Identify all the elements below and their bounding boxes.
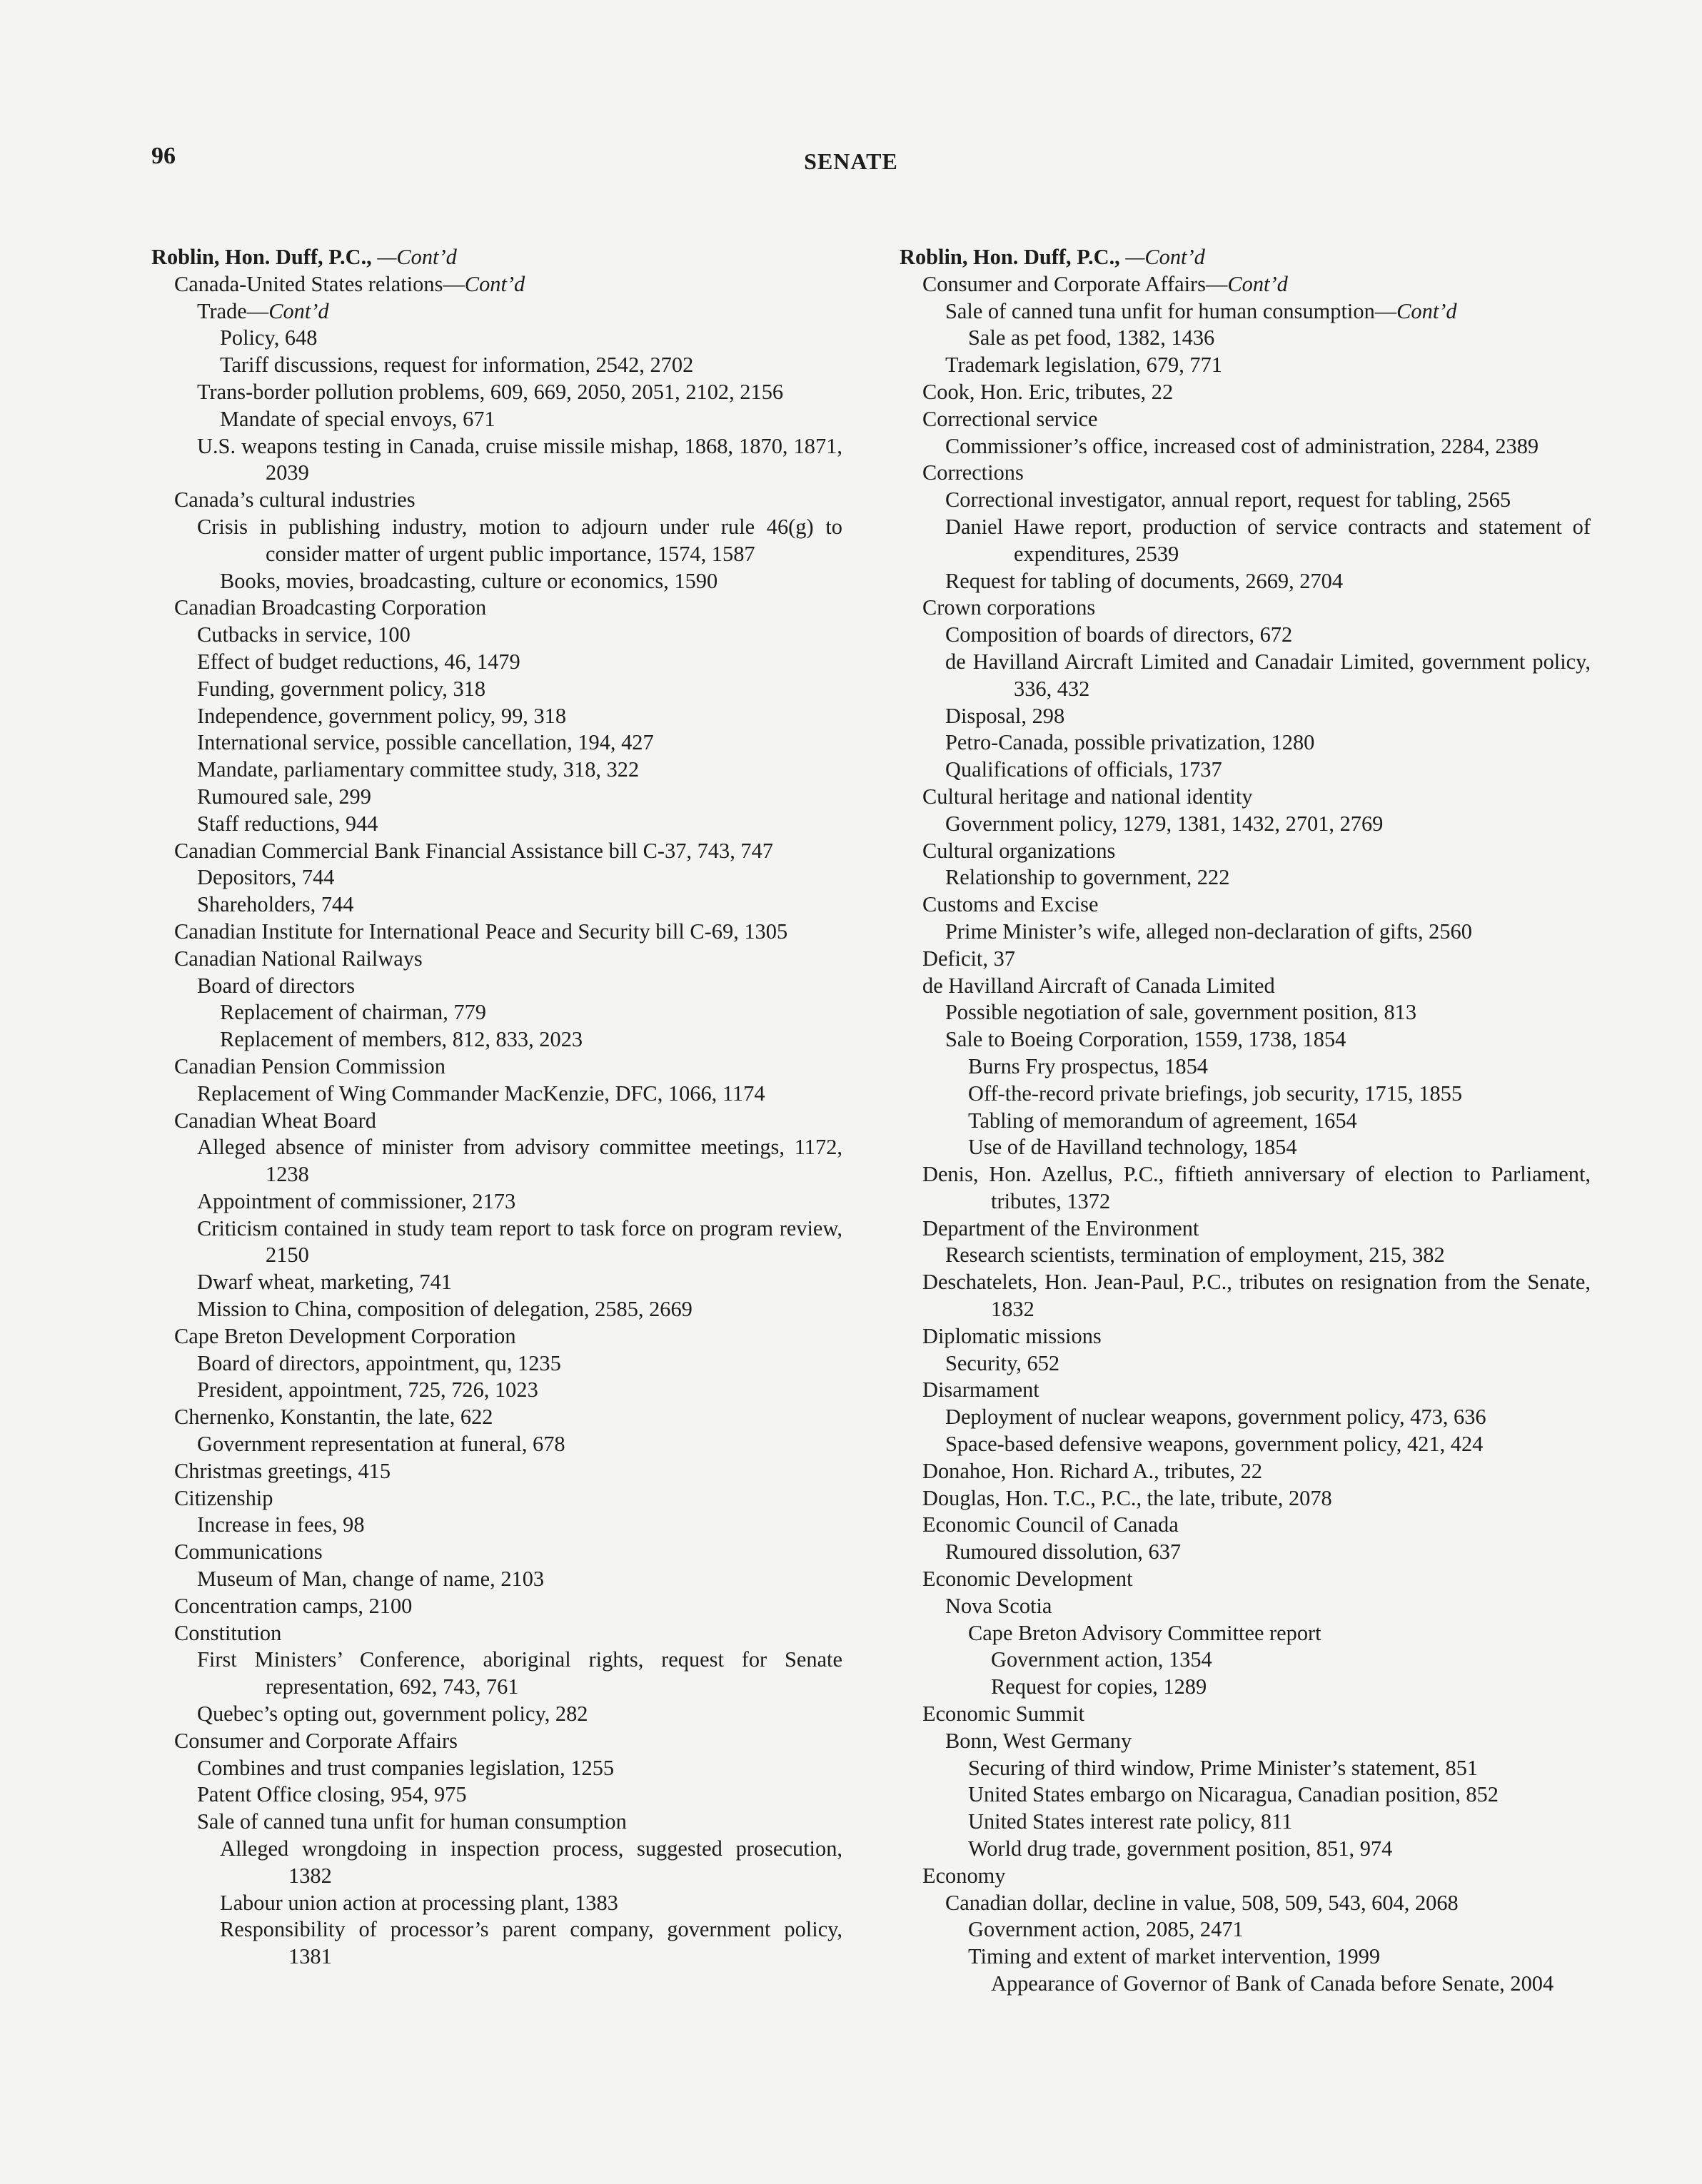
entry-text: Canadian dollar, decline in value, 508, 509, 543, 604, 2068: [945, 1890, 1459, 1915]
index-entry: [197, 1512, 842, 1539]
index-entry: [945, 352, 1591, 379]
entry-text: Commissioner’s office, increased cost of administration, 2284, 2389: [945, 433, 1539, 458]
entry-text: Correctional investigator, annual report, request for tabling, 2565: [945, 487, 1511, 512]
index-entry: [197, 649, 842, 676]
index-entry: [197, 676, 842, 703]
entry-text: Sale as pet food, 1382, 1436: [968, 325, 1215, 350]
index-entry: [945, 1026, 1591, 1053]
index-entry: [174, 1458, 842, 1485]
index-entry: [922, 1863, 1591, 1890]
entry-text: Securing of third window, Prime Minister’s statement, 851: [968, 1755, 1479, 1780]
entry-text: Effect of budget reductions, 46, 1479: [197, 649, 520, 674]
entry-text: Staff reductions, 944: [197, 811, 378, 836]
entry-text: Relationship to government, 222: [945, 865, 1230, 890]
index-entry: [220, 999, 842, 1026]
entry-text: Deficit, 37: [922, 946, 1015, 971]
index-entry: [945, 811, 1591, 838]
entry-text: Canadian Pension Commission: [174, 1053, 445, 1078]
index-entry: [945, 729, 1591, 757]
entry-text: Citizenship: [174, 1485, 273, 1510]
index-entry: [174, 1728, 842, 1755]
entry-text: Customs and Excise: [922, 892, 1099, 917]
index-entry: [197, 1134, 842, 1188]
index-entry: [197, 1755, 842, 1782]
entry-text: United States embargo on Nicaragua, Canadian position, 852: [968, 1782, 1499, 1807]
index-entry: [991, 1971, 1591, 1998]
entry-contd: Cont’d: [268, 298, 329, 323]
entry-text: Canada’s cultural industries: [174, 487, 416, 512]
entry-text: Board of directors: [197, 973, 356, 998]
index-entry: [197, 891, 842, 919]
entry-text: Rumoured sale, 299: [197, 784, 371, 809]
entry-text: Disposal, 298: [945, 703, 1065, 728]
index-entry: [945, 433, 1591, 460]
entry-text: Deployment of nuclear weapons, government policy, 473, 636: [945, 1405, 1486, 1430]
entry-text: Cook, Hon. Eric, tributes, 22: [922, 379, 1174, 404]
entry-text: Combines and trust companies legislation, 1255: [197, 1755, 615, 1780]
index-entry: [197, 1269, 842, 1296]
entry-text: Trademark legislation, 679, 771: [945, 353, 1222, 378]
entry-text: Patent Office closing, 954, 975: [197, 1782, 467, 1807]
index-entry: [197, 433, 842, 487]
entry-text: Canadian Institute for International Peace and Security bill C-69, 1305: [174, 919, 788, 944]
index-heading: [151, 244, 842, 271]
entry-text: Trans-border pollution problems, 609, 669, 2050, 2051, 2102, 2156: [197, 379, 784, 404]
entry-contd: Cont’d: [1396, 298, 1457, 323]
heading-name: Roblin, Hon. Duff, P.C.,: [151, 245, 372, 269]
entry-text: Security, 652: [945, 1350, 1060, 1375]
index-entry: [991, 1674, 1591, 1701]
entry-text: Cape Breton Development Corporation: [174, 1323, 516, 1348]
index-entry: [968, 1053, 1591, 1081]
entry-text: Daniel Hawe report, production of service contracts and statement of expenditures, 2539: [945, 514, 1591, 566]
index-entry: [174, 595, 842, 622]
index-entry: [197, 1350, 842, 1377]
entry-text: Sale of canned tuna unfit for human consumption—: [945, 298, 1397, 323]
entry-text: Canadian Broadcasting Corporation: [174, 595, 487, 620]
entry-text: Christmas greetings, 415: [174, 1458, 391, 1483]
entry-text: Shareholders, 744: [197, 892, 354, 917]
entry-text: Depositors, 744: [197, 865, 335, 890]
index-entry: [174, 1620, 842, 1647]
index-entry: [922, 1701, 1591, 1728]
entry-text: Canada-United States relations—: [174, 271, 465, 296]
index-entry: [922, 379, 1591, 406]
entry-text: President, appointment, 725, 726, 1023: [197, 1377, 538, 1402]
index-entry: [922, 1377, 1591, 1404]
entry-text: Off-the-record private briefings, job security, 1715, 1855: [968, 1081, 1463, 1106]
index-entry: [174, 1323, 842, 1350]
entry-text: Rumoured dissolution, 637: [945, 1540, 1182, 1564]
entry-text: Replacement of chairman, 779: [220, 1000, 486, 1025]
index-entry: [922, 1485, 1591, 1512]
index-entry: [174, 919, 842, 946]
index-entry: [174, 1108, 842, 1135]
index-entry: [945, 1593, 1591, 1620]
index-heading: [900, 244, 1591, 271]
index-entry: [922, 891, 1591, 919]
index-entry: [197, 784, 842, 811]
entry-text: Replacement of Wing Commander MacKenzie, DFC, 1066, 1174: [197, 1081, 765, 1106]
entry-text: Denis, Hon. Azellus, P.C., fiftieth anniversary of election to Parliament, tributes, 1372: [922, 1162, 1591, 1213]
entry-text: United States interest rate policy, 811: [968, 1809, 1293, 1834]
index-entry: [945, 514, 1591, 568]
entry-text: Douglas, Hon. T.C., P.C., the late, tribute, 2078: [922, 1485, 1332, 1510]
index-entry: [197, 1296, 842, 1323]
entry-text: Canadian Wheat Board: [174, 1108, 376, 1133]
index-entry: [197, 703, 842, 730]
entry-text: Appearance of Governor of Bank of Canada before Senate, 2004: [991, 1971, 1554, 1996]
entry-contd: Cont’d: [464, 271, 525, 296]
entry-list: [900, 271, 1591, 1998]
index-entry: [922, 1323, 1591, 1350]
entry-text: Increase in fees, 98: [197, 1512, 365, 1537]
entry-text: Alleged absence of minister from advisory committee meetings, 1172, 1238: [197, 1135, 842, 1187]
entry-text: Labour union action at processing plant, 1383: [220, 1890, 618, 1915]
entry-text: de Havilland Aircraft of Canada Limited: [922, 973, 1275, 998]
index-entry: [197, 1431, 842, 1458]
entry-text: Prime Minister’s wife, alleged non-declaration of gifts, 2560: [945, 919, 1472, 944]
entry-text: Cutbacks in service, 100: [197, 622, 411, 647]
index-entry: [197, 864, 842, 891]
index-entry: [991, 1647, 1591, 1674]
index-entry: [220, 568, 842, 595]
entry-text: Tabling of memorandum of agreement, 1654: [968, 1108, 1357, 1133]
index-entry: [197, 1566, 842, 1593]
entry-text: International service, possible cancellation, 194, 427: [197, 730, 654, 755]
index-entry: [174, 1593, 842, 1620]
index-entry: [968, 325, 1591, 352]
entry-text: Department of the Environment: [922, 1215, 1199, 1240]
index-entry: [945, 649, 1591, 703]
index-entry: [968, 1755, 1591, 1782]
entry-text: Request for tabling of documents, 2669, 2704: [945, 568, 1344, 593]
entry-text: Concentration camps, 2100: [174, 1593, 413, 1618]
index-entry: [922, 838, 1591, 865]
entry-text: Research scientists, termination of employment, 215, 382: [945, 1243, 1445, 1268]
index-entry: [174, 946, 842, 973]
entry-text: Appointment of commissioner, 2173: [197, 1188, 516, 1213]
entry-text: Responsibility of processor’s parent company, government policy, 1381: [220, 1917, 842, 1969]
entry-text: de Havilland Aircraft Limited and Canadair Limited, government policy, 336, 432: [945, 649, 1591, 701]
index-entry: [945, 1728, 1591, 1755]
running-head: SENATE: [804, 148, 898, 174]
entry-text: Consumer and Corporate Affairs—: [922, 271, 1228, 296]
index-entry: [197, 514, 842, 568]
entry-text: Canadian National Railways: [174, 946, 423, 971]
index-entry: [220, 1890, 842, 1917]
index-entry: [968, 1943, 1591, 1971]
entry-text: Criticism contained in study team report to task force on program review, 2150: [197, 1215, 842, 1268]
entry-text: Mandate, parliamentary committee study, 318, 322: [197, 757, 640, 782]
index-entry: [968, 1809, 1591, 1836]
entry-text: Quebec’s opting out, government policy, 282: [197, 1702, 588, 1727]
index-entry: [968, 1134, 1591, 1161]
entry-text: Books, movies, broadcasting, culture or economics, 1590: [220, 568, 718, 593]
heading-name: Roblin, Hon. Duff, P.C.,: [900, 245, 1120, 269]
entry-text: Use of de Havilland technology, 1854: [968, 1135, 1297, 1160]
index-entry: [197, 1701, 842, 1728]
entry-text: Trade—: [197, 298, 269, 323]
index-entry: [922, 784, 1591, 811]
index-entry: [197, 1781, 842, 1809]
entry-text: Bonn, West Germany: [945, 1728, 1132, 1753]
entry-text: Replacement of members, 812, 833, 2023: [220, 1027, 583, 1052]
index-entry: [174, 1404, 842, 1431]
heading-contd: —Cont’d: [1125, 245, 1205, 269]
index-entry: [945, 999, 1591, 1026]
entry-text: Consumer and Corporate Affairs: [174, 1728, 458, 1753]
index-entry: [945, 1404, 1591, 1431]
index-entry: [922, 271, 1591, 298]
entry-text: Nova Scotia: [945, 1593, 1052, 1618]
index-entry: [922, 406, 1591, 433]
index-entry: [197, 298, 842, 325]
entry-text: Mandate of special envoys, 671: [220, 406, 495, 431]
index-entry: [197, 1809, 842, 1836]
index-entry: [197, 379, 842, 406]
page-number: 96: [151, 143, 176, 169]
entry-text: Possible negotiation of sale, government position, 813: [945, 1000, 1417, 1025]
index-entry: [197, 1215, 842, 1270]
index-entry: [968, 1081, 1591, 1108]
entry-text: U.S. weapons testing in Canada, cruise missile mishap, 1868, 1870, 1871, 2039: [197, 433, 842, 485]
index-entry: [220, 406, 842, 433]
entry-text: Economic Council of Canada: [922, 1512, 1179, 1537]
index-entry: [197, 757, 842, 784]
entry-text: Communications: [174, 1540, 323, 1564]
entry-text: Economy: [922, 1863, 1006, 1888]
entry-text: Cape Breton Advisory Committee report: [968, 1620, 1321, 1645]
entry-text: Tariff discussions, request for information, 2542, 2702: [220, 353, 694, 378]
entry-text: Timing and extent of market intervention, 1999: [968, 1944, 1381, 1969]
entry-list: [151, 271, 842, 1971]
entry-text: Burns Fry prospectus, 1854: [968, 1053, 1208, 1078]
entry-text: Chernenko, Konstantin, the late, 622: [174, 1405, 493, 1430]
index-entry: [922, 973, 1591, 1000]
entry-text: Alleged wrongdoing in inspection process, suggested prosecution, 1382: [220, 1836, 842, 1888]
entry-text: Disarmament: [922, 1377, 1039, 1402]
index-entry: [922, 1161, 1591, 1215]
index-entry: [922, 1566, 1591, 1593]
index-entry: [922, 1512, 1591, 1539]
entry-text: Funding, government policy, 318: [197, 676, 486, 701]
entry-contd: Cont’d: [1227, 271, 1288, 296]
entry-text: Board of directors, appointment, qu, 1235: [197, 1350, 561, 1375]
index-entry: [220, 352, 842, 379]
entry-text: Sale to Boeing Corporation, 1559, 1738, 1854: [945, 1027, 1346, 1052]
index-column-right: [900, 244, 1591, 1998]
index-entry: [945, 864, 1591, 891]
index-entry: [197, 811, 842, 838]
entry-text: Dwarf wheat, marketing, 741: [197, 1270, 452, 1295]
index-entry: [174, 271, 842, 298]
entry-text: Government policy, 1279, 1381, 1432, 2701, 2769: [945, 811, 1384, 836]
index-entry: [174, 487, 842, 514]
index-entry: [922, 1269, 1591, 1323]
entry-text: World drug trade, government position, 851, 974: [968, 1836, 1393, 1861]
index-entry: [197, 1081, 842, 1108]
index-entry: [922, 1215, 1591, 1243]
heading-contd: —Cont’d: [377, 245, 457, 269]
index-entry: [197, 1188, 842, 1215]
index-entry: [945, 919, 1591, 946]
index-entry: [945, 298, 1591, 325]
index-entry: [945, 568, 1591, 595]
index-entry: [968, 1620, 1591, 1647]
entry-text: Composition of boards of directors, 672: [945, 622, 1293, 647]
entry-text: Request for copies, 1289: [991, 1674, 1207, 1699]
index-entry: [945, 1539, 1591, 1566]
entry-text: Deschatelets, Hon. Jean-Paul, P.C., tributes on resignation from the Senate, 1832: [922, 1270, 1591, 1322]
index-entry: [220, 325, 842, 352]
index-entry: [922, 595, 1591, 622]
index-entry: [968, 1916, 1591, 1943]
entry-text: Sale of canned tuna unfit for human consumption: [197, 1809, 627, 1834]
index-entry: [174, 1485, 842, 1512]
index-entry: [968, 1781, 1591, 1809]
entry-text: Government representation at funeral, 678: [197, 1432, 565, 1457]
entry-text: Government action, 1354: [991, 1647, 1212, 1672]
index-entry: [945, 757, 1591, 784]
index-entry: [922, 1458, 1591, 1485]
index-entry: [968, 1836, 1591, 1863]
entry-text: Cultural heritage and national identity: [922, 784, 1253, 809]
entry-text: Economic Summit: [922, 1702, 1085, 1727]
entry-text: Constitution: [174, 1620, 282, 1645]
entry-text: Mission to China, composition of delegation, 2585, 2669: [197, 1297, 693, 1322]
index-entry: [220, 1916, 842, 1971]
entry-text: Crown corporations: [922, 595, 1096, 620]
index-entry: [220, 1836, 842, 1890]
index-entry: [922, 460, 1591, 487]
index-entry: [174, 838, 842, 865]
entry-text: Government action, 2085, 2471: [968, 1917, 1244, 1942]
index-entry: [197, 729, 842, 757]
index-entry: [945, 1350, 1591, 1377]
entry-text: Qualifications of officials, 1737: [945, 757, 1222, 782]
index-column-left: [151, 244, 842, 1971]
index-entry: [197, 1647, 842, 1701]
entry-text: Cultural organizations: [922, 838, 1116, 863]
index-entry: [197, 622, 842, 649]
index-entry: [945, 1431, 1591, 1458]
index-entry: [174, 1539, 842, 1566]
entry-text: Corrections: [922, 460, 1024, 485]
entry-text: Museum of Man, change of name, 2103: [197, 1567, 545, 1592]
entry-text: Canadian Commercial Bank Financial Assistance bill C-37, 743, 747: [174, 838, 773, 863]
index-entry: [945, 703, 1591, 730]
entry-text: Correctional service: [922, 406, 1098, 431]
entry-text: Crisis in publishing industry, motion to adjourn under rule 46(g) to consider matter of urgent public importance, 1574, 1587: [197, 514, 842, 566]
index-entry: [922, 946, 1591, 973]
entry-text: Donahoe, Hon. Richard A., tributes, 22: [922, 1458, 1263, 1483]
entry-text: Policy, 648: [220, 325, 318, 350]
entry-text: Petro-Canada, possible privatization, 1280: [945, 730, 1315, 755]
entry-text: Diplomatic missions: [922, 1323, 1102, 1348]
index-entry: [945, 1890, 1591, 1917]
index-entry: [968, 1108, 1591, 1135]
index-entry: [197, 1377, 842, 1404]
index-entry: [945, 487, 1591, 514]
index-entry: [945, 1242, 1591, 1269]
index-entry: [220, 1026, 842, 1053]
entry-text: First Ministers’ Conference, aboriginal rights, request for Senate representation, 692, 743, 761: [197, 1647, 842, 1699]
entry-text: Economic Development: [922, 1567, 1133, 1592]
index-entry: [197, 973, 842, 1000]
entry-text: Space-based defensive weapons, government policy, 421, 424: [945, 1432, 1484, 1457]
index-entry: [174, 1053, 842, 1081]
index-entry: [945, 622, 1591, 649]
entry-text: Independence, government policy, 99, 318: [197, 703, 567, 728]
